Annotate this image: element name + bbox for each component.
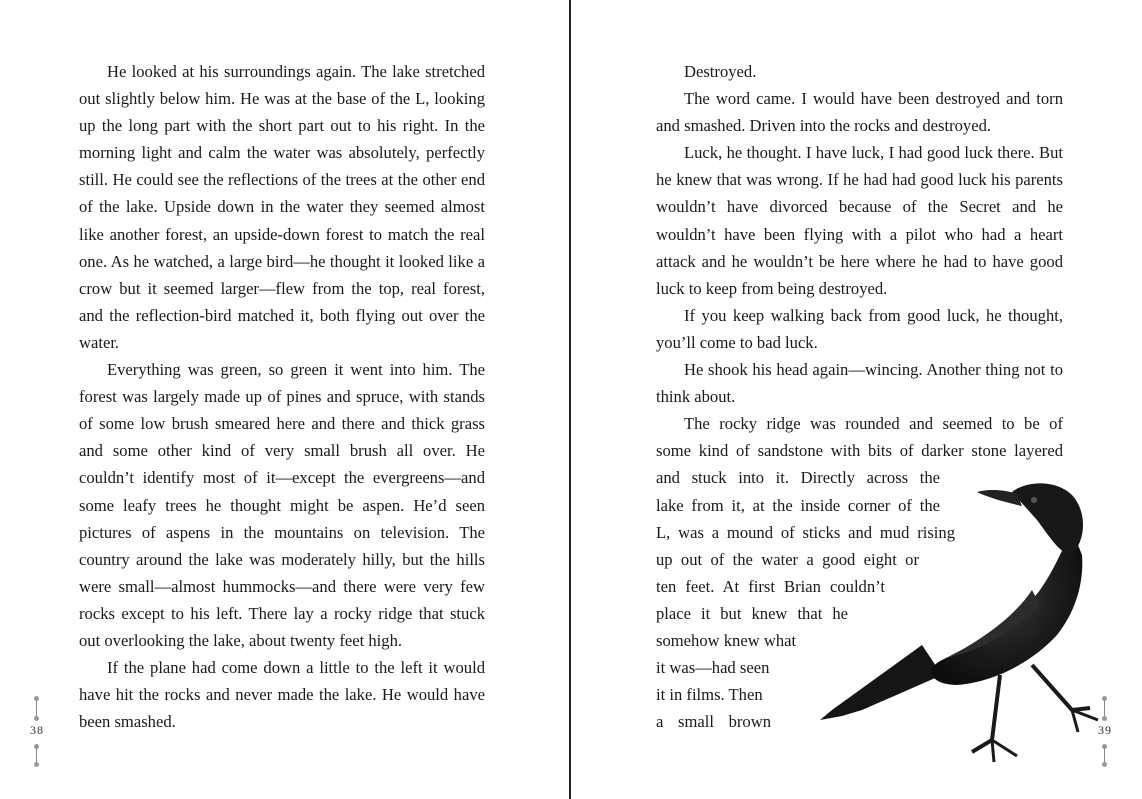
left-page-text <box>79 58 485 735</box>
paragraph: If you keep walking back from good luck, he thought, you’ll come to bad luck. <box>656 305 1063 352</box>
paragraph: The word came. I would have been destroyed and torn and smashed. Driven into the rocks and destroyed. <box>656 89 1063 136</box>
text-line: place it but knew that he <box>656 603 848 623</box>
crow-illustration <box>772 470 1112 790</box>
text-line: some kind of sandstone with bits of darker stone layered <box>656 441 1063 461</box>
paragraph: Luck, he thought. I have luck, I had good luck there. But he knew that was wrong. If he had had good luck his parents wouldn’t have divorced because of the Secret and he wouldn’t have been flying with a pilot who had a heart attack and he wouldn’t be here where he had to have good luck to keep from being destroyed. <box>656 143 1063 298</box>
text-line: a small brown <box>656 712 771 732</box>
text-line: and stuck into it. Directly across the <box>656 468 940 488</box>
text-line: it was—had seen <box>656 658 770 678</box>
text-line: somehow knew what <box>656 630 797 650</box>
text-line: up out of the water a good eight or <box>656 549 919 569</box>
left-page <box>0 0 570 799</box>
text-line: ten feet. At first Brian couldn’t <box>656 576 885 596</box>
paragraph: If the plane had come down a little to the left it would have hit the rocks and never made the lake. He would have been smashed. <box>79 658 485 732</box>
page-number: 39 <box>1098 723 1112 737</box>
page-number-ornament <box>1090 694 1120 774</box>
paragraph: He shook his head again—wincing. Another thing not to think about. <box>656 360 1063 407</box>
right-page <box>572 0 1142 799</box>
paragraph: Destroyed. <box>684 62 757 81</box>
text-line: The rocky ridge was rounded and seemed to be of <box>684 414 1063 434</box>
gutter-divider <box>569 0 571 799</box>
text-line: L, was a mound of sticks and mud rising <box>656 522 955 542</box>
text-line: lake from it, at the inside corner of the <box>656 495 940 515</box>
text-line: it in films. Then <box>656 685 763 705</box>
page-number-ornament <box>22 694 52 774</box>
paragraph: He looked at his surroundings again. The lake stretched out slightly below him. He was at the base of the L, looking up the long part with the short part out to his right. In the morning light and calm the water was absolutely, perfectly still. He could see the reflections of the trees at the other end of the lake. Upside down in the water they seemed almost like another forest, an upside-down forest to match the real one. As he watched, a large bird—he thought it looked like a crow but it seemed larger—flew from the top, real forest, and the reflection-bird matched it, both flying out over the water. <box>79 62 485 352</box>
page-number: 38 <box>30 723 44 737</box>
paragraph: Everything was green, so green it went into him. The forest was largely made up of pines and spruce, with stands of some low brush smeared here and there and thick grass and some other kind of very small brush all over. He couldn’t identify most of it—except the evergreens—and some leafy trees he thought might be aspen. He’d seen pictures of aspens in the mountains on television. The country around the lake was moderately hilly, but the hills were small—almost hummocks—and there were very few rocks except to his left. There lay a rocky ridge that stuck out overlooking the lake, about twenty feet high. <box>79 360 485 650</box>
